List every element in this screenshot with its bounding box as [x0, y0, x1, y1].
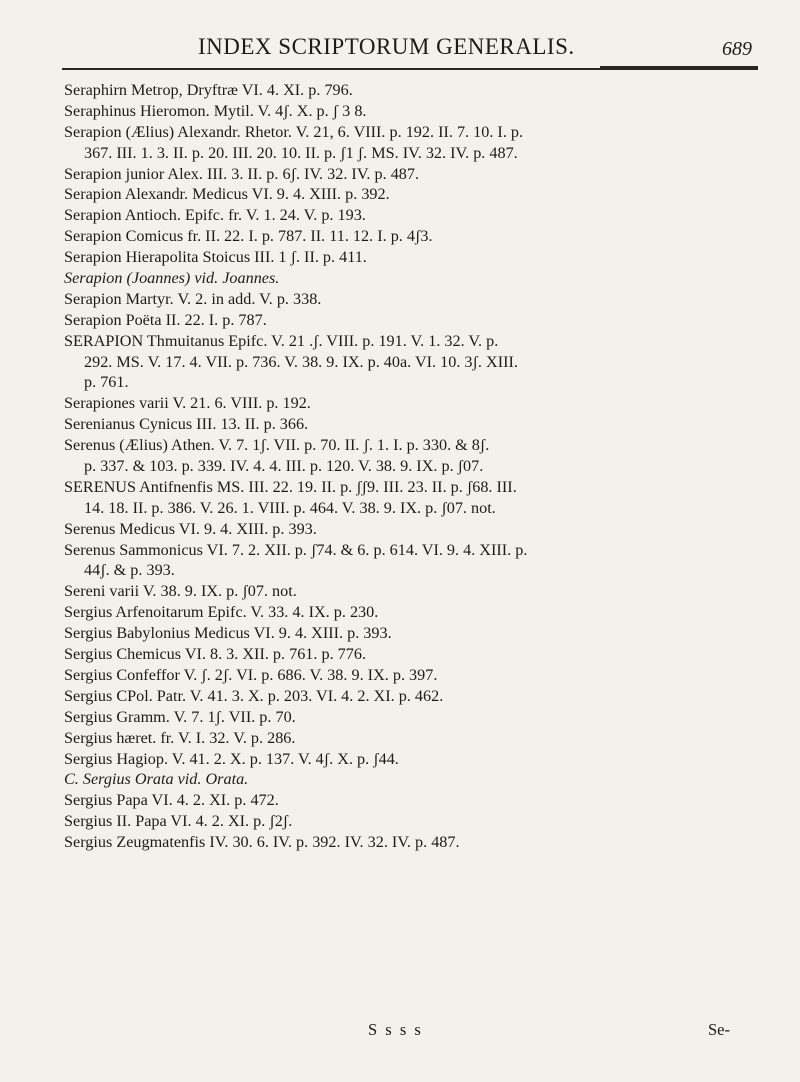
index-entry: Serapion Antioch. Epifc. fr. V. 1. 24. V. p. 193.	[64, 206, 366, 225]
index-entry: Sergius Papa VI. 4. 2. XI. p. 472.	[64, 791, 279, 810]
index-entry-continuation: 14. 18. II. p. 386. V. 26. 1. VIII. p. 464. V. 38. 9. IX. p. ʃ07. not.	[84, 498, 496, 517]
index-entry: Sergius hæret. fr. V. I. 32. V. p. 286.	[64, 728, 296, 747]
index-entry: Sergius Confeffor V. ʃ. 2ʃ. VI. p. 686. V. 38. 9. IX. p. 397.	[64, 665, 438, 684]
index-entry: Serapion Hierapolita Stoicus III. 1 ʃ. II. p. 411.	[64, 248, 367, 267]
index-entry: Serapion Martyr. V. 2. in add. V. p. 338.	[64, 289, 322, 308]
index-entry: SERENUS Antifnenfis MS. III. 22. 19. II. p. ʃʃ9. III. 23. II. p. ʃ68. III.	[64, 477, 517, 496]
index-entry: Serenus (Ælius) Athen. V. 7. 1ʃ. VII. p. 70. II. ʃ. 1. I. p. 330. & 8ʃ.	[64, 436, 490, 455]
index-entry: Seraphinus Hieromon. Mytil. V. 4ʃ. X. p. ʃ 3 8.	[64, 101, 367, 120]
index-entry-continuation: 292. MS. V. 17. 4. VII. p. 736. V. 38. 9. IX. p. 40a. VI. 10. 3ʃ. XIII.	[84, 352, 518, 371]
index-entry: Sergius II. Papa VI. 4. 2. XI. p. ʃ2ʃ.	[64, 812, 293, 831]
index-entry: Sereni varii V. 38. 9. IX. p. ʃ07. not.	[64, 582, 297, 601]
index-entry: Serapion Alexandr. Medicus VI. 9. 4. XIII. p. 392.	[64, 185, 390, 204]
index-entry: Serapion junior Alex. III. 3. II. p. 6ʃ. IV. 32. IV. p. 487.	[64, 164, 420, 183]
index-entry: Serenus Medicus VI. 9. 4. XIII. p. 393.	[64, 519, 317, 538]
index-entry: Serapiones varii V. 21. 6. VIII. p. 192.	[64, 394, 311, 413]
index-entry: Serapion Comicus fr. II. 22. I. p. 787. II. 11. 12. I. p. 4ʃ3.	[64, 227, 433, 246]
index-entry-continuation: p. 337. & 103. p. 339. IV. 4. 4. III. p. 120. V. 38. 9. IX. p. ʃ07.	[84, 457, 484, 476]
index-entry: Sergius Gramm. V. 7. 1ʃ. VII. p. 70.	[64, 707, 296, 726]
index-entry: Sergius Babylonius Medicus VI. 9. 4. XIII. p. 393.	[64, 624, 392, 643]
index-entry-continuation: 367. III. 1. 3. II. p. 20. III. 20. 10. II. p. ʃ1 ʃ. MS. IV. 32. IV. p. 487.	[84, 143, 518, 162]
index-entry: Sergius Arfenoitarum Epifc. V. 33. 4. IX. p. 230.	[64, 603, 379, 622]
index-entry: Serapion (Ælius) Alexandr. Rhetor. V. 21, 6. VIII. p. 192. II. 7. 10. I. p.	[64, 122, 524, 141]
index-entry: Sergius Hagiop. V. 41. 2. X. p. 137. V. 4ʃ. X. p. ʃ44.	[64, 749, 399, 768]
index-entry: Sergius Zeugmatenfis IV. 30. 6. IV. p. 392. IV. 32. IV. p. 487.	[64, 833, 460, 852]
index-entry: SERAPION Thmuitanus Epifc. V. 21 .ʃ. VIII. p. 191. V. 1. 32. V. p.	[64, 331, 499, 350]
index-entry-continuation: p. 761.	[84, 373, 129, 392]
index-entry: Serenianus Cynicus III. 13. II. p. 366.	[64, 415, 309, 434]
index-entry: Sergius Chemicus VI. 8. 3. XII. p. 761. p. 776.	[64, 645, 367, 664]
page-footer	[0, 1020, 800, 1044]
catchword: Se-	[708, 1020, 730, 1039]
printer-signature: S s s s	[368, 1020, 423, 1039]
index-entry: Serapion Poëta II. 22. I. p. 787.	[64, 310, 267, 329]
page-header	[0, 34, 800, 68]
index-entry: Serenus Sammonicus VI. 7. 2. XII. p. ʃ74. & 6. p. 614. VI. 9. 4. XIII. p.	[64, 540, 528, 559]
index-entries	[64, 80, 764, 853]
running-title: INDEX SCRIPTORUM GENERALIS.	[198, 34, 575, 59]
header-rule-accent	[600, 66, 758, 69]
page-number: 689	[722, 38, 752, 60]
index-entry: Serapion (Joannes) vid. Joannes.	[64, 269, 280, 288]
index-entry: Seraphirn Metrop, Dryftræ VI. 4. XI. p. 796.	[64, 81, 353, 99]
index-entry-continuation: 44ʃ. & p. 393.	[84, 561, 175, 580]
index-entry: Sergius CPol. Patr. V. 41. 3. X. p. 203. VI. 4. 2. XI. p. 462.	[64, 686, 444, 705]
index-entry: C. Sergius Orata vid. Orata.	[64, 770, 249, 789]
